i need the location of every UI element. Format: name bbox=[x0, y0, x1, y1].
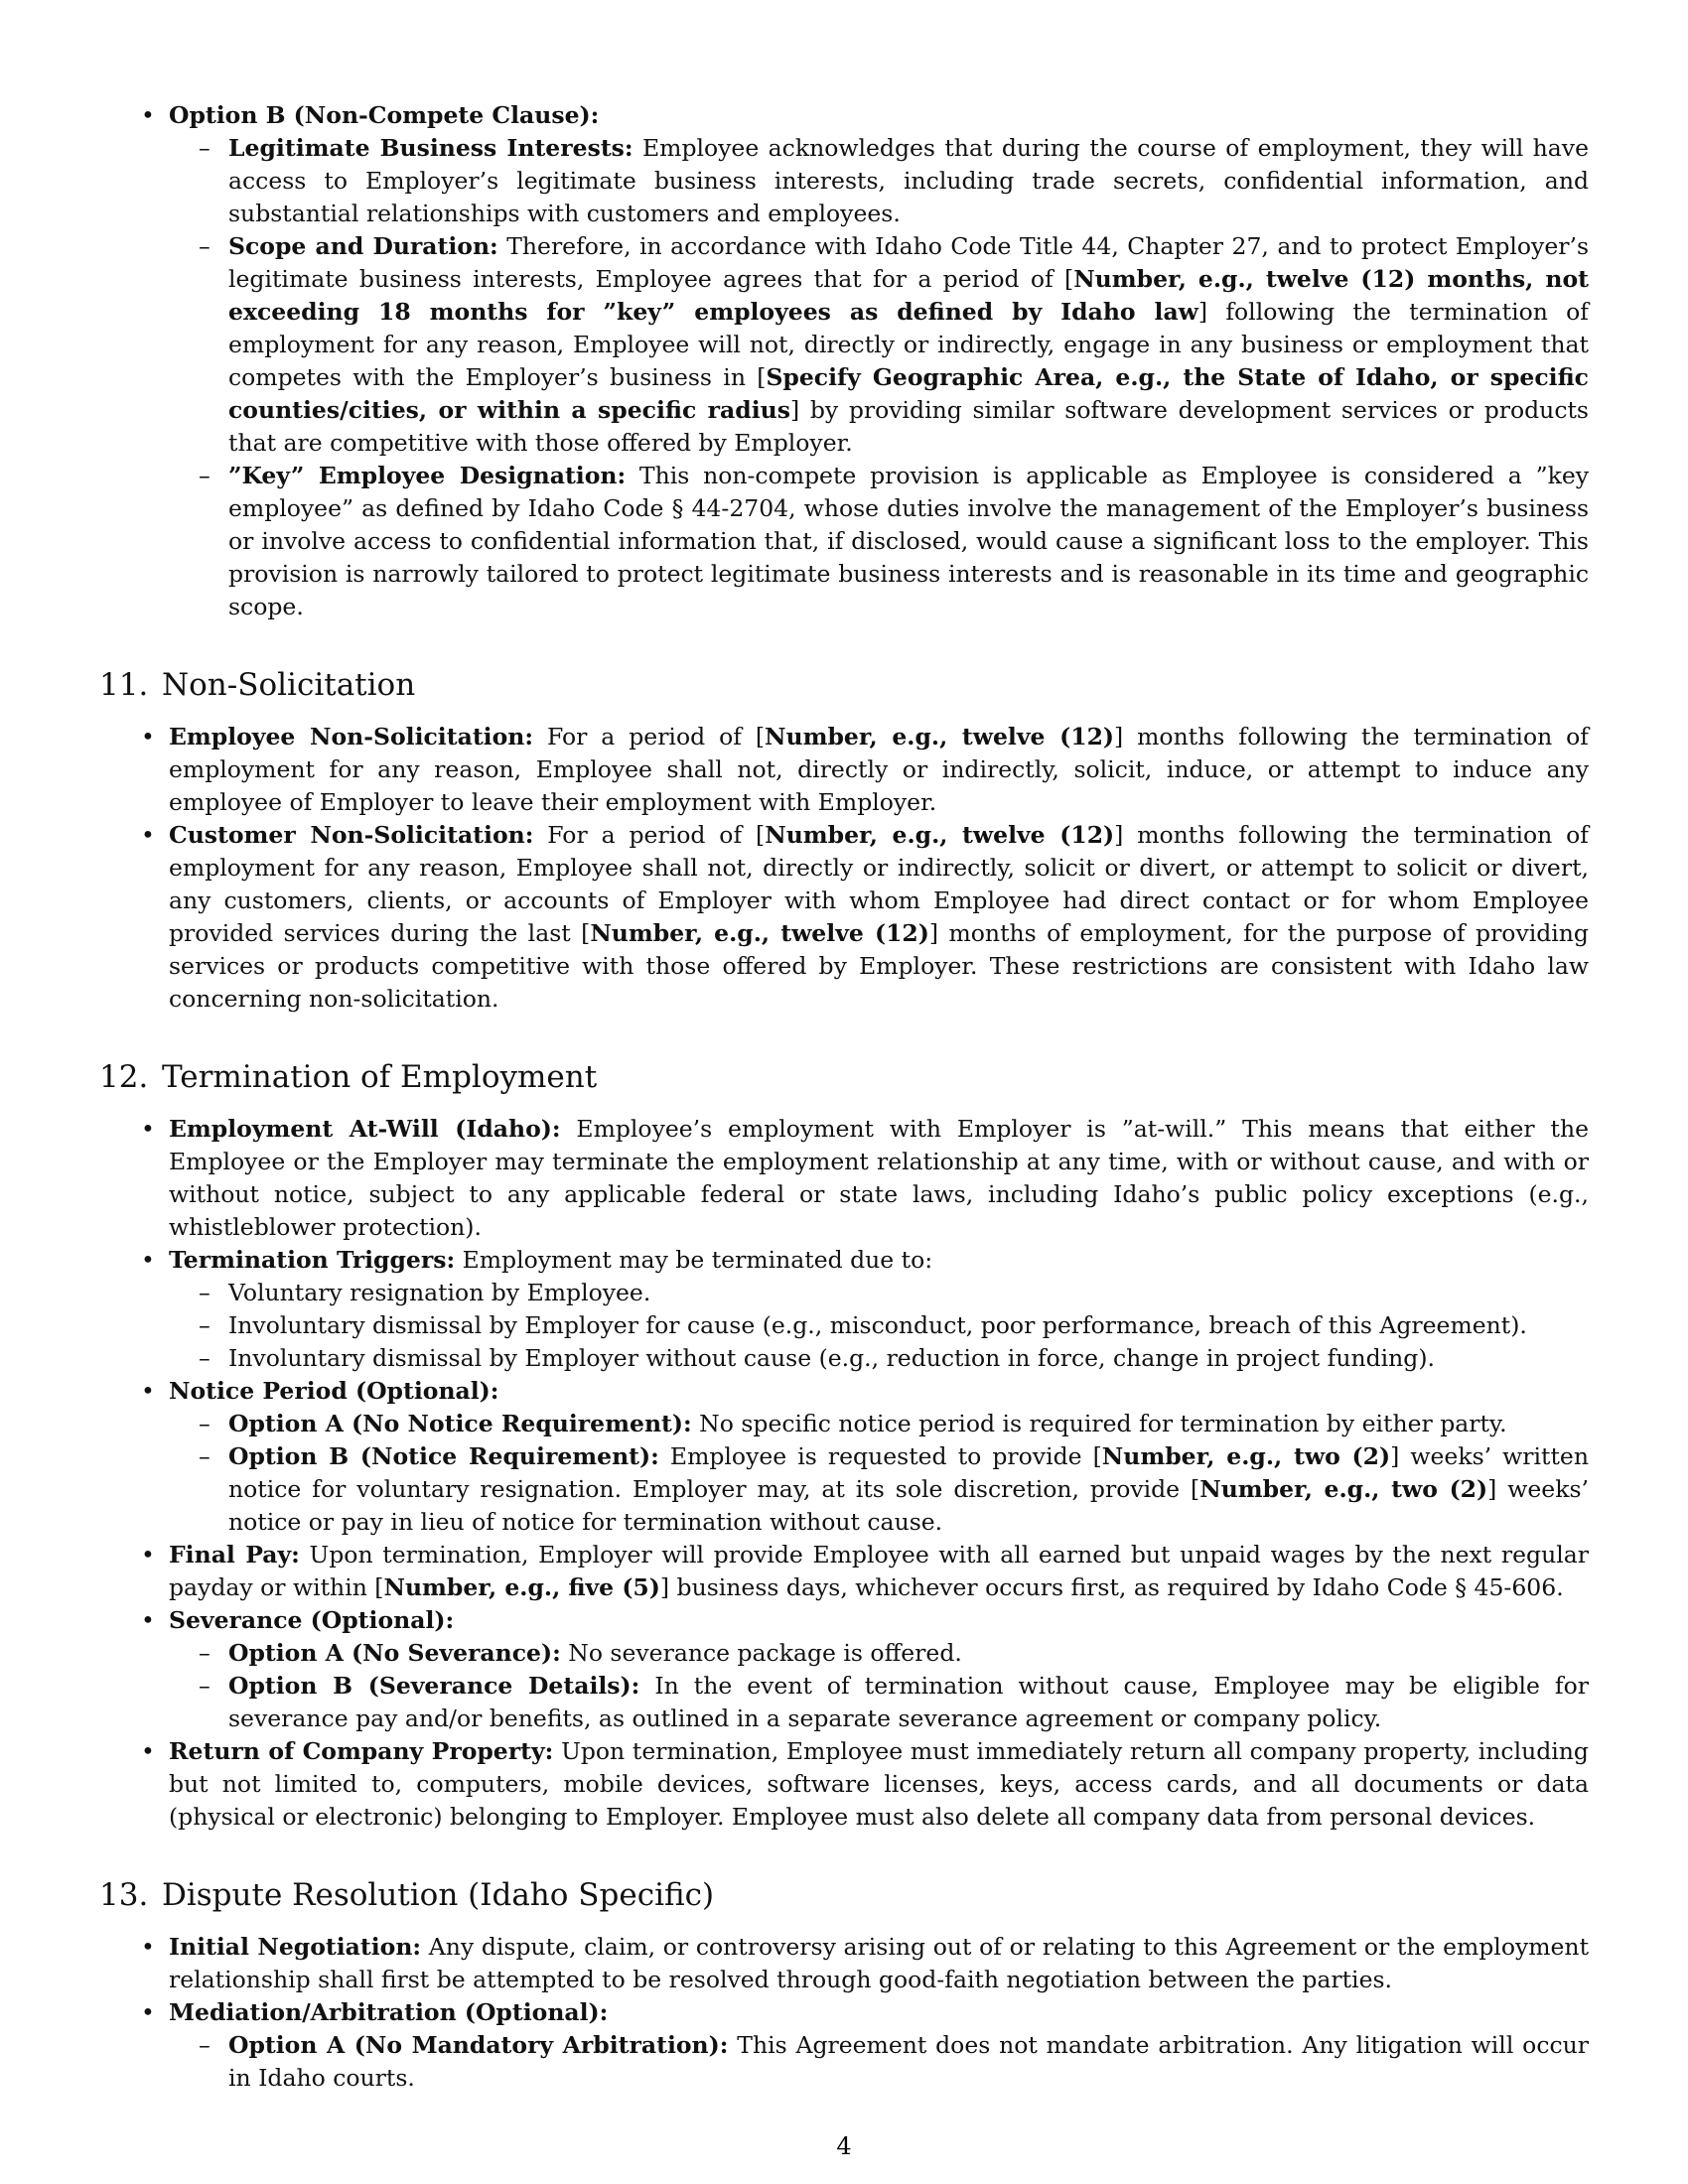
dash-icon: – bbox=[199, 1672, 211, 1700]
item-text: ] business days, whichever occurs first, as required by Idaho Code § 45-606. bbox=[659, 1573, 1564, 1601]
sub-item-scope-duration bbox=[199, 230, 1590, 460]
list-item bbox=[141, 819, 1589, 1016]
section-heading-13 bbox=[99, 1875, 1589, 1915]
sub-item-legitimate-interests bbox=[199, 132, 1589, 230]
item-text: Upon termination, Employer will provide Employee with all earned but unpaid wages by the next regular payday or within [ bbox=[169, 1541, 1589, 1601]
bullet-icon: • bbox=[141, 1933, 155, 1961]
item-text: Employment may be terminated due to: bbox=[455, 1246, 933, 1274]
bullet-icon: • bbox=[141, 1541, 155, 1569]
item-text: Upon termination, Employee must immediately return all company property, including but not limited to, computers, mobile devices, software licenses, keys, access cards, and all documents or data (physical or electronic) belonging to Employer. Employee must also delete all company data from personal devices. bbox=[169, 1737, 1589, 1831]
sub-item-label: Option B (Severance Details): bbox=[228, 1672, 640, 1700]
bullet-icon: • bbox=[141, 101, 155, 129]
item-text: For a period of [ bbox=[533, 723, 766, 751]
placeholder-text: Number, e.g., two (2) bbox=[1199, 1475, 1488, 1503]
sub-item-text: Voluntary resignation by Employee. bbox=[228, 1279, 651, 1306]
sub-item-text: Therefore, in accordance with Idaho Code Title 44, Chapter 27, and to protect Employer’s legitimate business interests, Employee agrees that for a period of [ bbox=[228, 232, 1589, 293]
bullet-icon: • bbox=[141, 821, 155, 849]
item-label: Customer Non-Solicitation: bbox=[169, 821, 534, 849]
list-item bbox=[141, 1604, 1590, 1735]
section-13-list bbox=[99, 1931, 1589, 2095]
dash-icon: – bbox=[199, 2031, 211, 2059]
sub-item-text: No specific notice period is required for termination by either party. bbox=[691, 1410, 1507, 1437]
sub-item-label: Legitimate Business Interests: bbox=[228, 134, 633, 162]
list-item bbox=[141, 1931, 1590, 1996]
option-b-noncompete-item bbox=[141, 99, 1590, 623]
section-number: 13. bbox=[99, 1877, 149, 1913]
sub-item-label: ”Key” Employee Designation: bbox=[228, 462, 627, 489]
sub-list bbox=[169, 1408, 1589, 1539]
bullet-icon: • bbox=[141, 1115, 155, 1143]
section-heading-11 bbox=[99, 665, 1589, 705]
sub-item-label: Option A (No Notice Requirement): bbox=[228, 1410, 692, 1437]
dash-icon: – bbox=[199, 1410, 211, 1437]
placeholder-text: Number, e.g., twelve (12) bbox=[765, 723, 1115, 751]
list-item bbox=[141, 1375, 1589, 1539]
section-title: Non-Solicitation bbox=[162, 667, 416, 703]
item-text: For a period of [ bbox=[533, 821, 766, 849]
document-page bbox=[99, 99, 1589, 2095]
section-12-list bbox=[99, 1113, 1589, 1834]
item-label: Mediation/Arbitration (Optional): bbox=[169, 1998, 609, 2026]
item-text: ] months following the termination of employment for any reason, Employee shall not, directly or indirectly, solicit, induce, or attempt to induce any employee of Employer to leave their employment with Employer. bbox=[169, 723, 1590, 816]
item-label: Severance (Optional): bbox=[169, 1606, 455, 1634]
section-heading-12 bbox=[99, 1057, 1589, 1097]
sub-item-text: In the event of termination without cause, Employee may be eligible for severance pay and/or benefits, as outlined in a separate severance agreement or company policy. bbox=[228, 1672, 1590, 1732]
placeholder-text: Number, e.g., two (2) bbox=[1101, 1442, 1391, 1470]
bullet-icon: • bbox=[141, 1377, 155, 1405]
placeholder-text: Number, e.g., twelve (12) bbox=[590, 919, 929, 947]
placeholder-text: Number, e.g., twelve (12) months, not exceeding 18 months for ”key” employees as defined by Idaho law bbox=[228, 265, 1590, 326]
sub-item-text: Involuntary dismissal by Employer without cause (e.g., reduction in force, change in project funding). bbox=[228, 1344, 1435, 1372]
sub-item-label: Option A (No Mandatory Arbitration): bbox=[228, 2031, 729, 2059]
dash-icon: – bbox=[199, 1344, 211, 1372]
item-text: Any dispute, claim, or controversy arising out of or relating to this Agreement or the employment relationship shall first be attempted to be resolved through good-faith negotiation between the parties. bbox=[169, 1933, 1590, 1993]
dash-icon: – bbox=[199, 1311, 211, 1339]
dash-icon: – bbox=[199, 134, 211, 162]
bullet-icon: • bbox=[141, 723, 155, 751]
sub-item-key-employee bbox=[199, 460, 1590, 623]
sub-list bbox=[169, 2029, 1589, 2095]
list-item bbox=[141, 1244, 1589, 1375]
section-number: 11. bbox=[99, 667, 149, 703]
item-label: Return of Company Property: bbox=[169, 1737, 554, 1765]
placeholder-text: Number, e.g., five (5) bbox=[383, 1573, 660, 1601]
item-label: Notice Period (Optional): bbox=[169, 1377, 499, 1405]
list-item bbox=[141, 1996, 1590, 2095]
sub-item bbox=[199, 1277, 1589, 1309]
dash-icon: – bbox=[199, 232, 211, 260]
list-item bbox=[141, 1539, 1589, 1604]
placeholder-text: Specify Geographic Area, e.g., the State of Idaho, or specific counties/cities, or within a specific radius bbox=[228, 363, 1589, 424]
list-item bbox=[141, 1113, 1589, 1244]
section-11-list bbox=[99, 721, 1589, 1016]
section-number: 12. bbox=[99, 1059, 149, 1095]
list-item bbox=[141, 721, 1590, 819]
sub-item bbox=[199, 1309, 1589, 1342]
sub-item-label: Option B (Notice Requirement): bbox=[228, 1442, 659, 1470]
sub-item-text: This non-compete provision is applicable as Employee is considered a ”key employee” as defined by Idaho Code § 44-2704, whose duties involve the management of the Employer’s business or involve access to confidential information that, if disclosed, would cause a significant loss to the employer. This provision is narrowly tailored to protect legitimate business interests and is reasonable in its time and geographic scope. bbox=[228, 462, 1590, 620]
sub-item-text: No severance package is offered. bbox=[560, 1639, 962, 1667]
item-text: ] months of employment, for the purpose of providing services or products competitive with those offered by Employer. These restrictions are consistent with Idaho law concerning non-solicitation. bbox=[169, 919, 1589, 1013]
list-item bbox=[141, 1735, 1589, 1834]
sub-item-text: Involuntary dismissal by Employer for cause (e.g., misconduct, poor performance, breach of this Agreement). bbox=[228, 1311, 1527, 1339]
sub-item-text: Employee is requested to provide [ bbox=[658, 1442, 1102, 1470]
item-text: ] months following the termination of employment for any reason, Employee shall not, directly or indirectly, solicit or divert, or attempt to solicit or divert, any customers, clients, or accounts of Employer with whom Employee had direct contact or for whom Employee provided services during the last [ bbox=[169, 821, 1589, 947]
option-b-list bbox=[99, 99, 1589, 623]
sub-item-text: ] following the termination of employment for any reason, Employee will not, directly or indirectly, engage in any business or employment that competes with the Employer’s business in [ bbox=[228, 298, 1589, 391]
bullet-icon: • bbox=[141, 1998, 155, 2026]
bullet-icon: • bbox=[141, 1737, 155, 1765]
sub-list bbox=[169, 132, 1589, 623]
sub-list bbox=[169, 1277, 1589, 1375]
section-title: Dispute Resolution (Idaho Specific) bbox=[162, 1877, 715, 1913]
dash-icon: – bbox=[199, 1442, 211, 1470]
dash-icon: – bbox=[199, 1639, 211, 1667]
sub-item-text: ] weeks’ written notice for voluntary resignation. Employer may, at its sole discretion, provide [ bbox=[228, 1442, 1589, 1503]
sub-item bbox=[199, 1637, 1589, 1670]
bullet-icon: • bbox=[141, 1606, 155, 1634]
bullet-icon: • bbox=[141, 1246, 155, 1274]
sub-item bbox=[199, 1408, 1589, 1440]
sub-item-text: ] weeks’ notice or pay in lieu of notice for termination without cause. bbox=[228, 1475, 1589, 1536]
sub-item bbox=[199, 2029, 1590, 2095]
dash-icon: – bbox=[199, 1279, 211, 1306]
sub-item-label: Scope and Duration: bbox=[228, 232, 498, 260]
item-label: Option B (Non-Compete Clause): bbox=[169, 101, 600, 129]
item-label: Termination Triggers: bbox=[169, 1246, 456, 1274]
sub-item-text: Employee acknowledges that during the course of employment, they will have access to Employer’s legitimate business interests, including trade secrets, confidential information, and substantial relationships with customers and employees. bbox=[228, 134, 1589, 227]
dash-icon: – bbox=[199, 462, 211, 489]
item-text: Employee’s employment with Employer is ”at-will.” This means that either the Employee or the Employer may terminate the employment relationship at any time, with or without cause, and with or without notice, subject to any applicable federal or state laws, including Idaho’s public policy exceptions (e.g., whistleblower protection). bbox=[169, 1115, 1589, 1241]
sub-item-label: Option A (No Severance): bbox=[228, 1639, 561, 1667]
placeholder-text: Number, e.g., twelve (12) bbox=[765, 821, 1115, 849]
sub-item bbox=[199, 1342, 1589, 1375]
sub-item-text: This Agreement does not mandate arbitration. Any litigation will occur in Idaho courts. bbox=[228, 2031, 1590, 2092]
sub-item bbox=[199, 1670, 1590, 1735]
item-label: Employment At-Will (Idaho): bbox=[169, 1115, 561, 1143]
sub-list bbox=[169, 1637, 1589, 1735]
sub-item-text: ] by providing similar software development services or products that are competitive with those offered by Employer. bbox=[228, 396, 1589, 457]
section-title: Termination of Employment bbox=[162, 1059, 598, 1095]
item-label: Final Pay: bbox=[169, 1541, 300, 1569]
page-number: 4 bbox=[836, 2132, 852, 2160]
sub-item bbox=[199, 1440, 1589, 1539]
item-label: Employee Non-Solicitation: bbox=[169, 723, 534, 751]
item-label: Initial Negotiation: bbox=[169, 1933, 422, 1961]
